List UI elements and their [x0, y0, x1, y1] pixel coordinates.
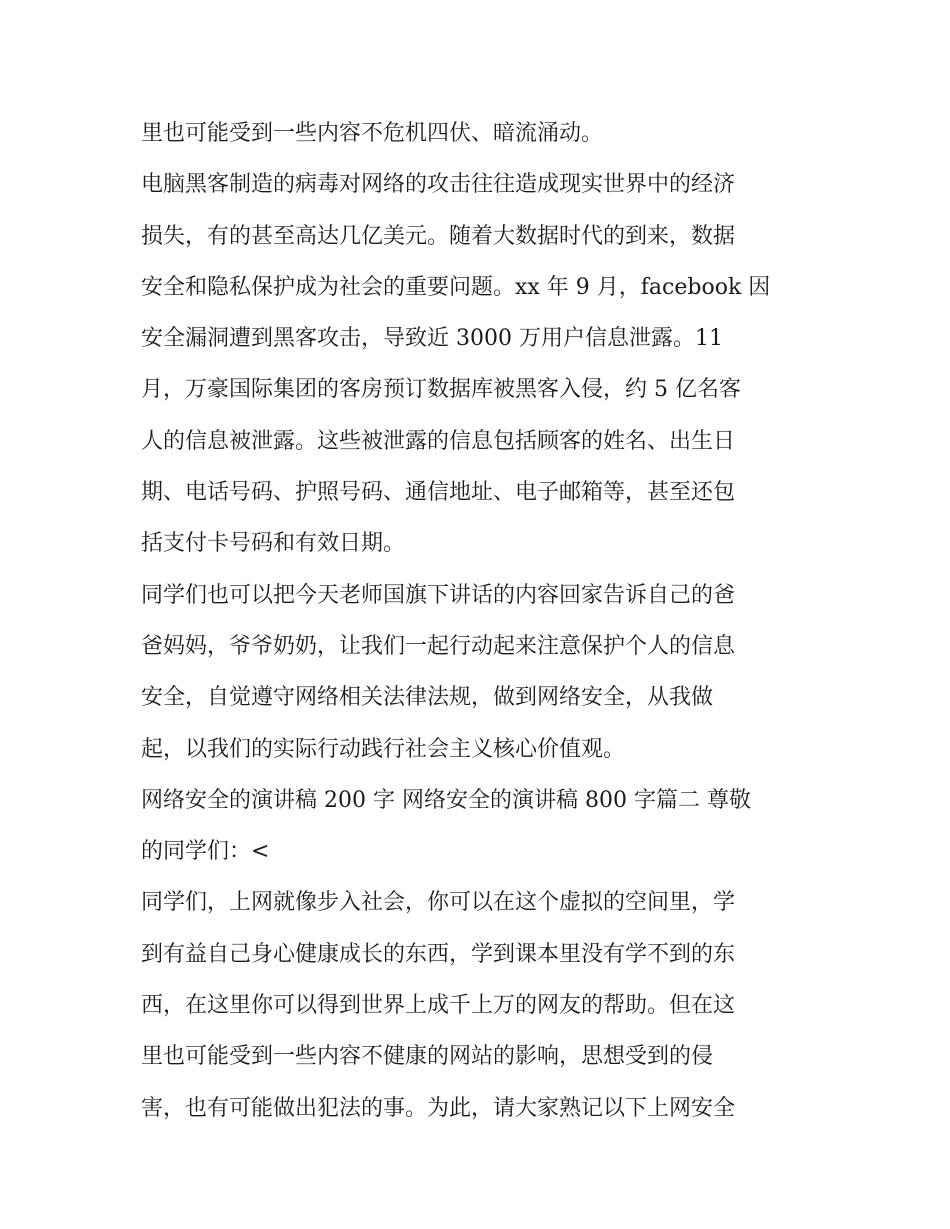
- text-line: 害，也有可能做出犯法的事。为此，请大家熟记以下上网安全: [141, 1095, 736, 1121]
- text-line: 安全和隐私保护成为社会的重要问题。xx 年 9 月，facebook 因: [141, 274, 771, 300]
- text-line: 里也可能受到一些内容不健康的网站的影响，思想受到的侵: [141, 1044, 714, 1070]
- text-line: 到有益自己身心健康成长的东西，学到课本里没有学不到的东: [141, 941, 736, 967]
- text-line: 安全，自觉遵守网络相关法律法规，做到网络安全，从我做: [141, 685, 714, 711]
- text-line: 期、电话号码、护照号码、通信地址、电子邮箱等，甚至还包: [141, 480, 736, 506]
- body-text: [141, 108, 821, 1134]
- text-line: 安全漏洞遭到黑客攻击，导致近 3000 万用户信息泄露。11: [141, 326, 723, 352]
- text-line: 西，在这里你可以得到世界上成千上万的网友的帮助。但在这: [141, 993, 736, 1019]
- text-line: 的同学们：<: [141, 839, 270, 865]
- text-line: 人的信息被泄露。这些被泄露的信息包括顾客的姓名、出生日: [141, 428, 736, 454]
- text-line: 网络安全的演讲稿 200 字 网络安全的演讲稿 800 字篇二 尊敬: [141, 787, 751, 813]
- text-line: 起，以我们的实际行动践行社会主义核心价值观。: [141, 736, 626, 762]
- text-line: 电脑黑客制造的病毒对网络的攻击往往造成现实世界中的经济: [141, 172, 736, 198]
- text-line: 里也可能受到一些内容不危机四伏、暗流涌动。: [141, 121, 604, 146]
- text-line: 爸妈妈，爷爷奶奶，让我们一起行动起来注意保护个人的信息: [141, 633, 736, 659]
- text-line: 月，万豪国际集团的客房预订数据库被黑客入侵，约 5 亿名客: [141, 377, 741, 403]
- text-line: 同学们，上网就像步入社会，你可以在这个虚拟的空间里，学: [141, 890, 736, 916]
- text-line: 损失，有的甚至高达几亿美元。随着大数据时代的到来，数据: [141, 223, 736, 249]
- text-line: 括支付卡号码和有效日期。: [141, 531, 406, 557]
- text-line: 同学们也可以把今天老师国旗下讲话的内容回家告诉自己的爸: [141, 582, 736, 608]
